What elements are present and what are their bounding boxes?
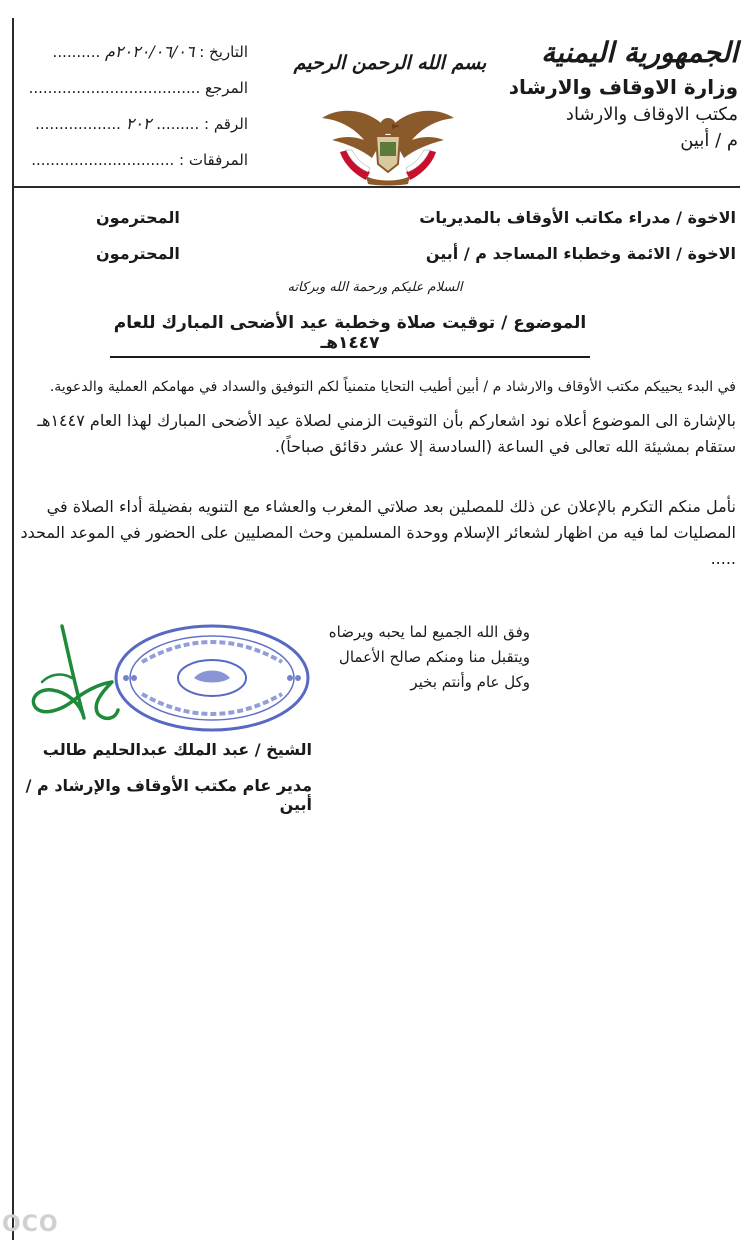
signer-name: الشيخ / عبد الملك عبدالحليم طالب	[42, 740, 312, 759]
intro-paragraph: في البدء يحييكم مكتب الأوقاف والارشاد م / أبين أطيب التحايا متمنياً لكم التوفيق والسداد في مهامكم العملية والدعوية.	[49, 379, 736, 395]
addressee-1-to: الاخوة / مدراء مكاتب الأوقاف بالمديريات	[419, 208, 736, 227]
official-stamp-icon	[112, 622, 312, 734]
letterhead	[508, 38, 738, 154]
number-label: الرقم :	[204, 115, 248, 133]
ref-dots: ....................................	[28, 79, 201, 97]
body-paragraph-2: نأمل منكم التكرم بالإعلان عن ذلك للمصلين بعد صلاتي المغرب والعشاء مع التنويه بفضيلة أداء الصلاة في المصليات لما فيه من اظهار لشعائر الإسلام ووحدة المسلمين وحث المصليين على الحضور في الموعد المحدد .....	[20, 497, 736, 568]
header-divider	[12, 186, 740, 188]
frame-line	[12, 18, 14, 1240]
date-row	[28, 34, 248, 70]
watermark-text: OCO	[2, 1212, 59, 1237]
closing-line-1: وفق الله الجميع لما يحبه ويرضاه	[328, 623, 530, 641]
office-name: مكتب الاوقاف والارشاد	[565, 103, 738, 125]
handwritten-signature-icon	[22, 622, 122, 732]
date-label: التاريخ :	[199, 43, 248, 61]
number-row	[28, 106, 248, 142]
subject-line: الموضوع / توقيت صلاة وخطبة عيد الأضحى المبارك للعام ١٤٤٧هـ	[110, 313, 590, 358]
addressee-1-respect: المحترمون	[96, 208, 180, 227]
greeting: السلام عليكم ورحمة الله وبركاته	[287, 280, 463, 295]
ministry-name: وزارة الاوقاف والارشاد	[508, 74, 738, 99]
republic-name: الجمهورية اليمنية	[541, 36, 738, 69]
number-value: ٢٠٢	[125, 114, 152, 133]
signer-title: مدير عام مكتب الأوقاف والإرشاد م / أبين	[25, 776, 312, 814]
closing-line-3: وكل عام وأنتم بخير	[410, 672, 530, 691]
ref-label: المرجع	[205, 79, 248, 97]
attachments-label: المرفقات :	[179, 151, 248, 169]
number-dots-2: ..................	[35, 115, 121, 133]
attachments-row	[28, 142, 248, 178]
governorate-name: م / أبين	[680, 129, 738, 151]
addressee-2-to: الاخوة / الائمة وخطباء المساجد م / أبين	[425, 244, 736, 263]
basmala: بسم الله الرحمن الرحيم	[293, 52, 487, 74]
date-value: ٢٠٢٠/٠٦/٠٦م	[105, 42, 195, 61]
addressee-2-respect: المحترمون	[96, 244, 180, 263]
yemen-eagle-emblem-icon	[318, 100, 458, 186]
body-paragraph-1: بالإشارة الى الموضوع أعلاه نود اشعاركم بأن التوقيت الزمني لصلاة عيد الأضحى المبارك لهذا العام ١٤٤٧هـ ستقام بمشيئة الله تعالى في الساعة (السادسة إلا عشر دقائق صباحاً).	[37, 411, 736, 456]
number-dots: .........	[156, 115, 200, 133]
document-meta	[28, 34, 248, 178]
date-dots: ..........	[52, 43, 101, 61]
ref-row	[28, 70, 248, 106]
attachments-dots: ..............................	[31, 151, 175, 169]
closing-line-2: ويتقبل منا ومنكم صالح الأعمال	[338, 647, 530, 666]
